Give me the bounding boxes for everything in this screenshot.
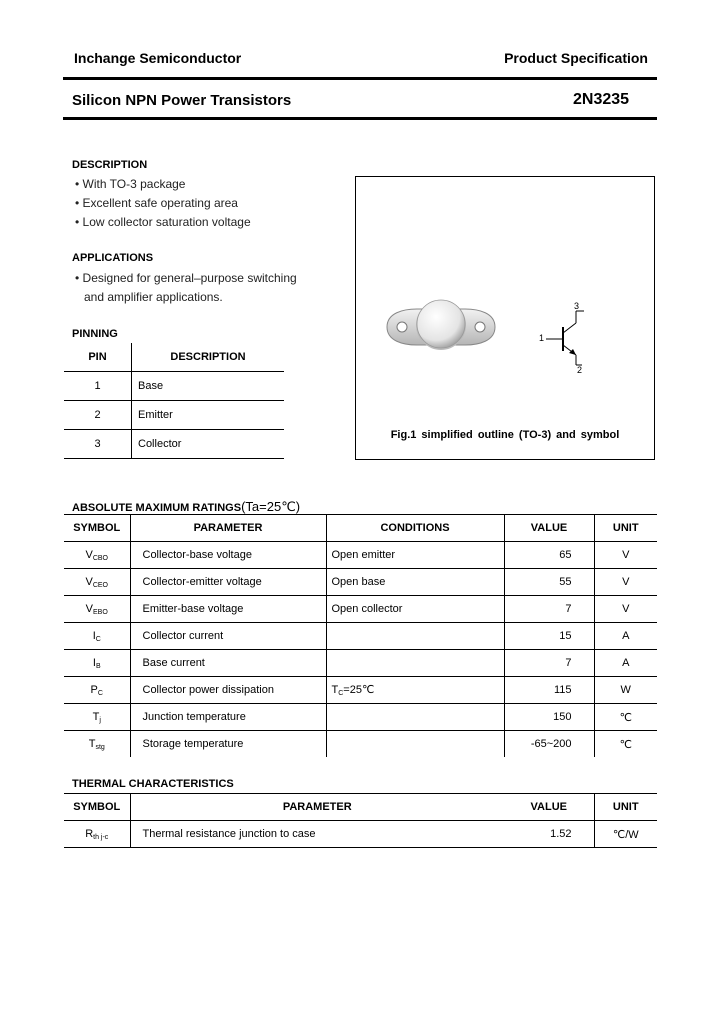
npn-transistor-symbol	[538, 303, 598, 378]
conditions-cell	[326, 704, 504, 731]
description-item: • With TO-3 package	[75, 177, 186, 191]
parameter-cell: Collector-base voltage	[130, 542, 326, 569]
unit-cell: A	[594, 650, 657, 677]
pinning-header-row	[64, 343, 284, 372]
unit-cell: ℃	[594, 704, 657, 731]
pin-description: Collector	[132, 430, 285, 459]
value-cell: 55	[504, 569, 594, 596]
applications-line: • Designed for general–purpose switching	[75, 271, 297, 285]
table-row	[64, 401, 284, 430]
table-row	[64, 372, 284, 401]
conditions-cell	[326, 596, 504, 623]
description-col-header: DESCRIPTION	[132, 343, 285, 372]
parameter-cell: Junction temperature	[130, 704, 326, 731]
conditions-cell	[326, 623, 504, 650]
abs-max-table	[64, 514, 657, 757]
description-item: • Low collector saturation voltage	[75, 215, 251, 229]
symbol-subscript: C	[95, 635, 101, 643]
symbol-subscript: B	[95, 662, 101, 670]
symbol-main: V	[85, 602, 94, 615]
table-row	[64, 430, 284, 459]
unit-cell: A	[594, 623, 657, 650]
parameter-cell: Thermal resistance junction to case	[130, 821, 504, 848]
symbol-subscript: CEO	[92, 581, 108, 589]
symbol-col-header: SYMBOL	[64, 515, 130, 542]
symbol-main: V	[85, 548, 93, 561]
unit-cell: V	[594, 569, 657, 596]
table-row	[64, 650, 657, 677]
abs-max-header-row	[64, 515, 657, 542]
table-row	[64, 704, 657, 731]
value-col-header: VALUE	[504, 515, 594, 542]
parameter-cell: Collector-emitter voltage	[130, 569, 326, 596]
symbol-cell	[64, 704, 130, 731]
table-row	[64, 821, 657, 848]
conditions-cell	[326, 542, 504, 569]
symbol-subscript: stg	[95, 743, 105, 751]
symbol-main: I	[92, 629, 96, 642]
symbol-cell	[64, 623, 130, 650]
thermal-heading: THERMAL CHARACTERISTICS	[72, 778, 234, 790]
description-list	[75, 175, 251, 232]
conditions-col-header: CONDITIONS	[326, 515, 504, 542]
table-row	[64, 596, 657, 623]
symbol-main: T	[88, 737, 96, 750]
table-row	[64, 569, 657, 596]
condition-tail: =25℃	[343, 684, 375, 696]
header-divider	[63, 77, 657, 80]
symbol-main: P	[90, 683, 98, 696]
parameter-cell: Base current	[130, 650, 326, 677]
symbol-main: V	[85, 575, 93, 588]
symbol-cell	[64, 677, 130, 704]
table-row	[64, 731, 657, 758]
parameter-cell: Collector power dissipation	[130, 677, 326, 704]
applications-line: and amplifier applications.	[84, 290, 223, 304]
symbol-cell	[64, 650, 130, 677]
condition-text: Open base	[331, 575, 386, 588]
abs-max-heading-text: ABSOLUTE MAXIMUM RATINGS	[72, 502, 242, 514]
parameter-col-header: PARAMETER	[130, 794, 504, 821]
symbol-cell	[64, 731, 130, 758]
figure-box	[355, 176, 655, 460]
conditions-cell	[326, 650, 504, 677]
pinning-table	[64, 343, 284, 459]
parameter-cell: Collector current	[130, 623, 326, 650]
condition-subscript: C	[338, 690, 344, 697]
value-cell: 115	[504, 677, 594, 704]
to3-package-image	[381, 287, 501, 367]
symbol-subscript: j	[99, 716, 101, 724]
part-number: 2N3235	[573, 91, 630, 108]
collector-pin-label: 3	[574, 301, 580, 311]
value-cell: -65~200	[530, 738, 572, 750]
pin-number: 3	[64, 430, 132, 459]
unit-col-header: UNIT	[594, 794, 657, 821]
pin-number: 2	[64, 401, 132, 430]
parameter-col-header: PARAMETER	[130, 515, 326, 542]
unit-cell: ℃/W	[594, 821, 657, 848]
symbol-main: R	[85, 827, 94, 840]
thermal-header-row	[64, 794, 657, 821]
thermal-table	[64, 793, 657, 848]
base-pin-label: 1	[539, 333, 545, 343]
condition-text: Open collector	[331, 602, 403, 615]
table-row	[64, 623, 657, 650]
value-cell: 1.52	[504, 821, 594, 848]
description-heading: DESCRIPTION	[72, 159, 148, 171]
pin-number: 1	[64, 372, 132, 401]
abs-max-heading	[72, 499, 300, 515]
symbol-subscript: C	[97, 689, 103, 697]
condition-text: Open emitter	[331, 548, 396, 561]
symbol-col-header: SYMBOL	[64, 794, 130, 821]
symbol-main: T	[92, 710, 100, 723]
conditions-cell	[326, 569, 504, 596]
pin-description: Emitter	[132, 401, 285, 430]
unit-col-header: UNIT	[594, 515, 657, 542]
pin-description: Base	[132, 372, 285, 401]
pin-col-header: PIN	[64, 343, 132, 372]
value-cell: 150	[504, 704, 594, 731]
conditions-cell	[326, 731, 504, 758]
table-row	[64, 677, 657, 704]
value-cell: 7	[504, 650, 594, 677]
symbol-cell	[64, 821, 130, 848]
symbol-cell	[64, 569, 130, 596]
unit-cell: V	[594, 596, 657, 623]
symbol-cell	[64, 596, 130, 623]
value-cell: 65	[504, 542, 594, 569]
symbol-main: I	[92, 656, 96, 669]
symbol-subscript: EBO	[93, 608, 108, 616]
symbol-cell	[64, 542, 130, 569]
page-title: Silicon NPN Power Transistors	[72, 92, 292, 109]
table-row	[64, 542, 657, 569]
title-divider	[63, 117, 657, 120]
unit-cell: ℃	[594, 731, 657, 758]
figure-caption: Fig.1 simplified outline (TO-3) and symbol	[390, 429, 620, 441]
emitter-pin-label: 2	[577, 365, 583, 375]
symbol-subscript: CBO	[92, 554, 108, 562]
value-cell: 7	[504, 596, 594, 623]
doc-type: Product Specification	[504, 50, 648, 66]
value-cell: 15	[504, 623, 594, 650]
value-col-header: VALUE	[504, 794, 594, 821]
condition-text: T	[331, 684, 339, 696]
conditions-cell	[326, 677, 504, 704]
unit-cell: V	[594, 542, 657, 569]
parameter-cell: Storage temperature	[142, 738, 244, 750]
applications-heading: APPLICATIONS	[72, 252, 154, 264]
unit-cell: W	[594, 677, 657, 704]
abs-max-heading-condition: (Ta=25℃)	[241, 499, 301, 514]
applications-list	[75, 269, 297, 307]
parameter-cell: Emitter-base voltage	[130, 596, 326, 623]
company-name: Inchange Semiconductor	[74, 50, 242, 66]
description-item: • Excellent safe operating area	[75, 196, 238, 210]
pinning-heading: PINNING	[72, 328, 118, 340]
symbol-subscript: th j-c	[93, 833, 109, 841]
